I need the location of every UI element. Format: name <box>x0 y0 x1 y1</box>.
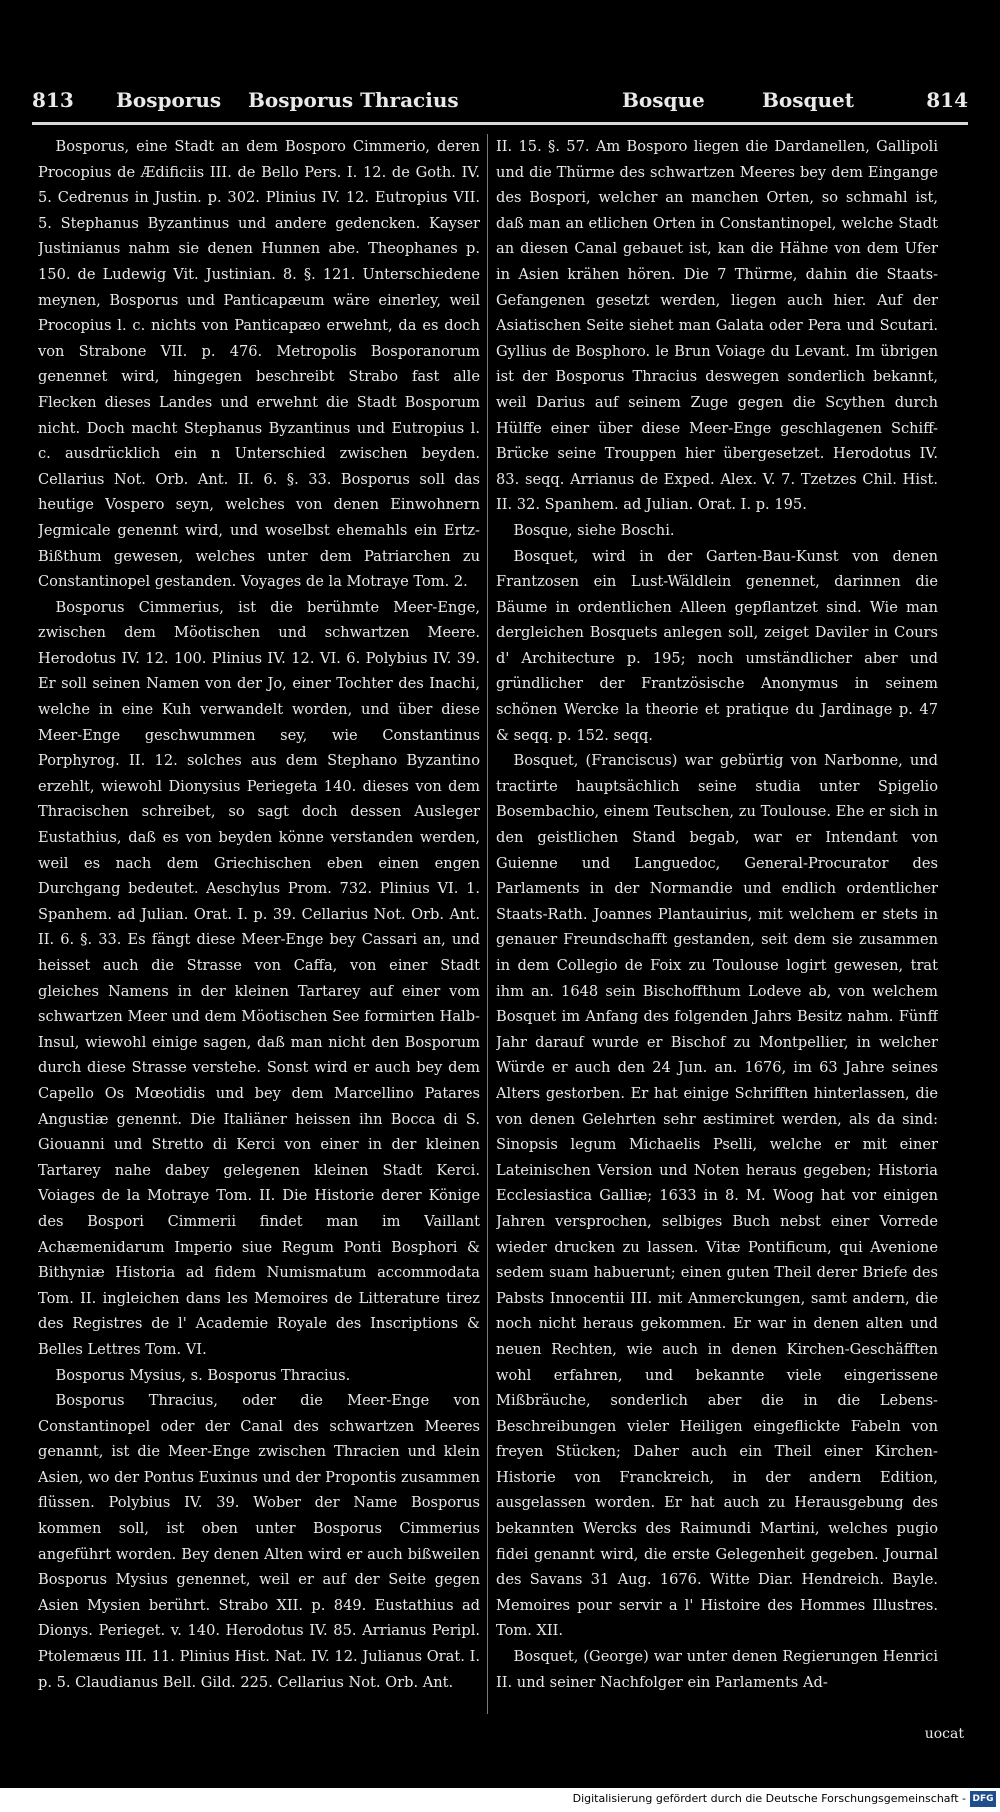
entry-bosquet-franciscus: Bosquet, (Franciscus) war gebürtig von Narbonne, und tractirte hauptsächlich seine studia unter Spigelio Bosembachio, einem Teutschen, zu Toulouse. Ehe er sich in den geistlichen Stand begab, war er Intendant von Guienne und Languedoc, General-Procurator des Parlaments in der Normandie und endlich ordentlicher Staats-Rath. Joannes Plantauirius, mit welchem er stets in genauer Freundschafft gestanden, seit dem sie zusammen in dem Collegio de Foix zu Toulouse logirt gewesen, trat ihm an. 1648 sein Bischoffthum Lodeve ab, von welchem Bosquet im Anfang des folgenden Jahrs Besitz nahm. Fünff Jahr darauf wurde er Bischof zu Montpellier, in welcher Würde er auch den 24 Jun. an. 1676, im 63 Jahre seines Alters gestorben. Er hat einige Schrifften hinterlassen, die von denen Gelehrten sehr æstimiret werden, als da sind: Sinopsis legum Michaelis Pselli, welche er mit einer Lateinischen Version und Noten heraus gegeben; Historia Ecclesiastica Galliæ; 1633 in 8. M. Woog hat vor einigen Jahren versprochen, selbiges Buch nebst einer Vorrede wieder drucken zu lassen. Vitæ Pontificum, qui Avenione sedem suam habuerunt; einen guten Theil derer Briefe des Pabsts Innocentii III. mit Anmerckungen, samt andern, die noch nicht heraus gekommen. Er war in denen alten und neuen Rechten, wie auch in denen Kirchen-Geschäfften wohl erfahren, und bekannte viele eingerissene Mißbräuche, sonderlich aber die in die Lebens-Beschreibungen vieler Heiligen eingeflickte Fabeln von freyen Stücken; Daher auch ein Theil einer Kirchen-Historie von Franckreich, in der andern Edition, ausgelassen worden. Er hat auch zu Herausgebung des bekannten Wercks des Raimundi Martini, welches pugio fidei genannt wird, die erste Gelegenheit gegeben. Journal des Savans 31 Aug. 1676. Witte Diar. Hendreich. Bayle. Memoires pour servir a l' Histoire des Hommes Illustres. Tom. XII. <box>496 752 938 1640</box>
page-number-left: 813 <box>32 88 74 112</box>
page-header <box>32 88 968 118</box>
entry-bosquet-george: Bosquet, (George) war unter denen Regierungen Henrici II. und seiner Nachfolger ein Parlaments Ad- <box>496 1648 938 1691</box>
entry-bosporus-cimmerius: Bosporus Cimmerius, ist die berühmte Meer-Enge, zwischen dem Möotischen und schwartzen Meere. Herodotus IV. 12. 100. Plinius IV. 12. VI. 6. Polybius IV. 39. Er soll seinen Namen von der Jo, einer Tochter des Inachi, welche in eine Kuh verwandelt worden, und über diese Meer-Enge geschwummen sey, wie Constantinus Porphyrog. II. 12. solches aus dem Stephano Byzantino erzehlt, wiewohl Dionysius Periegeta 140. dieses von dem Thracischen schreibet, so sagt doch dessen Ausleger Eustathius, daß es von beyden könne verstanden werden, weil es nach dem Griechischen eben einen engen Durchgang bedeutet. Aeschylus Prom. 732. Plinius VI. 1. Spanhem. ad Julian. Orat. I. p. 39. Cellarius Not. Orb. Ant. II. 6. §. 33. Es fängt diese Meer-Enge bey Cassari an, und heisset auch die Strasse von Caffa, von einer Stadt gleiches Namens in der kleinen Tartarey auf einer vom schwartzen Meer und dem Möotischen See formirten Halb-Insul, wiewohl einige sagen, daß man nicht den Bosporum durch diese Strasse verstehe. Sonst wird er auch bey dem Capello Os Mœotidis und bey dem Marcellino Patares Angustiæ genennt. Die Italiäner heissen ihn Bocca di S. Giouanni und Stretto di Kerci von einer in der kleinen Tartarey nahe dabey gelegenen kleinen Stadt Kerci. Voiages de la Motraye Tom. II. Die Historie derer Könige des Bospori Cimmerii findet man im Vaillant Achæmenidarum Imperio siue Regum Ponti Bosphori & Bithyniæ Historia ad fidem Numismatum accommodata Tom. II. ingleichen dans les Memoires de Litterature tirez des Registres de l' Academie Royale des Inscriptions & Belles Lettres Tom. VI. <box>38 598 480 1358</box>
entry-bosporus-thracius: Bosporus Thracius, oder die Meer-Enge von Constantinopel oder der Canal des schwartzen Meeres genannt, ist die Meer-Enge zwischen Thracien und klein Asien, wo der Pontus Euxinus und der Propontis zusammen flüssen. Polybius IV. 39. Wober der Name Bosporus kommen soll, ist oben unter Bosporus Cimmerius angeführt worden. Bey denen Alten wird er auch bißweilen Bosporus Mysius genennet, weil er auf der Seite gegen Asien Mysien berührt. Strabo XII. p. 849. Eustathius ad Dionys. Perieget. v. 140. Herodotus IV. 85. Arrianus Peripl. Ptolemæus III. 11. Plinius Hist. Nat. IV. 12. Julianus Orat. I. p. 5. Claudianus Bell. Gild. 225. Cellarius Not. Orb. Ant. <box>38 1392 480 1691</box>
header-keyword-left-1: Bosporus <box>116 88 222 112</box>
entry-bosporus: Bosporus, eine Stadt an dem Bosporo Cimmerio, deren Procopius de Ædificiis III. de Bello Pers. I. 12. de Goth. IV. 5. Cedrenus in Justin. p. 302. Plinius IV. 12. Eutropius VII. 5. Stephanus Byzantinus und andere gedencken. Kayser Justinianus nahm sie denen Hunnen abe. Theophanes p. 150. de Ludewig Vit. Justinian. 8. §. 121. Unterschiedene meynen, Bosporus und Panticapæum wäre einerley, weil Procopius l. c. nichts von Panticapæo erwehnt, da es doch von Strabone VII. p. 476. Metropolis Bosporanorum genennet wird, hingegen beschreibt Strabo fast alle Flecken dieses Landes und erwehnt die Stadt Bosporum nicht. Doch macht Stephanus Byzantinus und Eutropius l. c. ausdrücklich ein n Unterschied zwischen beyden. Cellarius Not. Orb. Ant. II. 6. §. 33. Bosporus soll das heutige Vospero seyn, welches von denen Einwohnern Jegmicale genennt wird, und woselbst ehemahls ein Ertz-Bißthum gewesen, welches unter dem Patriarchen zu Constantinopel gestanden. Voyages de la Motraye Tom. 2. <box>38 138 480 591</box>
catchword: uocat <box>924 1726 964 1742</box>
right-column <box>496 134 938 1724</box>
footer-bar <box>0 1788 1000 1812</box>
dfg-logo-icon: DFG <box>970 1791 996 1807</box>
entry-bosporus-thracius-continued: II. 15. §. 57. Am Bosporo liegen die Dardanellen, Gallipoli und die Thürme des schwartzen Meeres bey dem Eingange des Bospori, welcher an manchen Orten, so schmahl ist, daß man an etlichen Orten in Constantinopel, welche Stadt an diesen Canal gebauet ist, kan die Hähne von dem Ufer in Asien krähen hören. Die 7 Thürme, dahin die Staats-Gefangenen gesetzt werden, liegen auch hier. Auf der Asiatischen Seite siehet man Galata oder Pera und Scutari. Gyllius de Bosphoro. le Brun Voiage du Levant. Im übrigen ist der Bosporus Thracius deswegen sonderlich bekannt, weil Darius auf seinem Zuge gegen die Scythen durch Hülffe einer über diese Meer-Enge geschlagenen Schiff-Brücke seine Trouppen hier übergesetzet. Herodotus IV. 83. seqq. Arrianus de Exped. Alex. V. 7. Tzetzes Chil. Hist. II. 32. Spanhem. ad Julian. Orat. I. p. 195. <box>496 138 938 514</box>
entry-bosque: Bosque, siehe Boschi. <box>513 521 675 539</box>
header-keyword-right-1: Bosque <box>622 88 705 112</box>
entry-bosquet-garden: Bosquet, wird in der Garten-Bau-Kunst von denen Frantzosen ein Lust-Wäldlein genennet, darinnen die Bäume in ordentlichen Alleen gepflantzet sind. Wie man dergleichen Bosquets anlegen soll, zeiget Daviler in Cours d' Architecture p. 195; noch umständlicher aber und gründlicher der Frantzösische Anonymus in seinem schönen Wercke la theorie et pratique du Jardinage p. 47 & seqq. p. 152. seqq. <box>496 547 938 744</box>
header-keyword-right-2: Bosquet <box>762 88 854 112</box>
entry-bosporus-mysius: Bosporus Mysius, s. Bosporus Thracius. <box>55 1366 351 1384</box>
page-number-right: 814 <box>926 88 968 112</box>
header-rule <box>32 122 968 125</box>
left-column <box>38 134 480 1724</box>
header-keyword-left-2: Bosporus Thracius <box>248 88 459 112</box>
column-separator <box>487 134 488 1714</box>
funding-note: Digitalisierung gefördert durch die Deutsche Forschungsgemeinschaft - <box>572 1792 966 1805</box>
